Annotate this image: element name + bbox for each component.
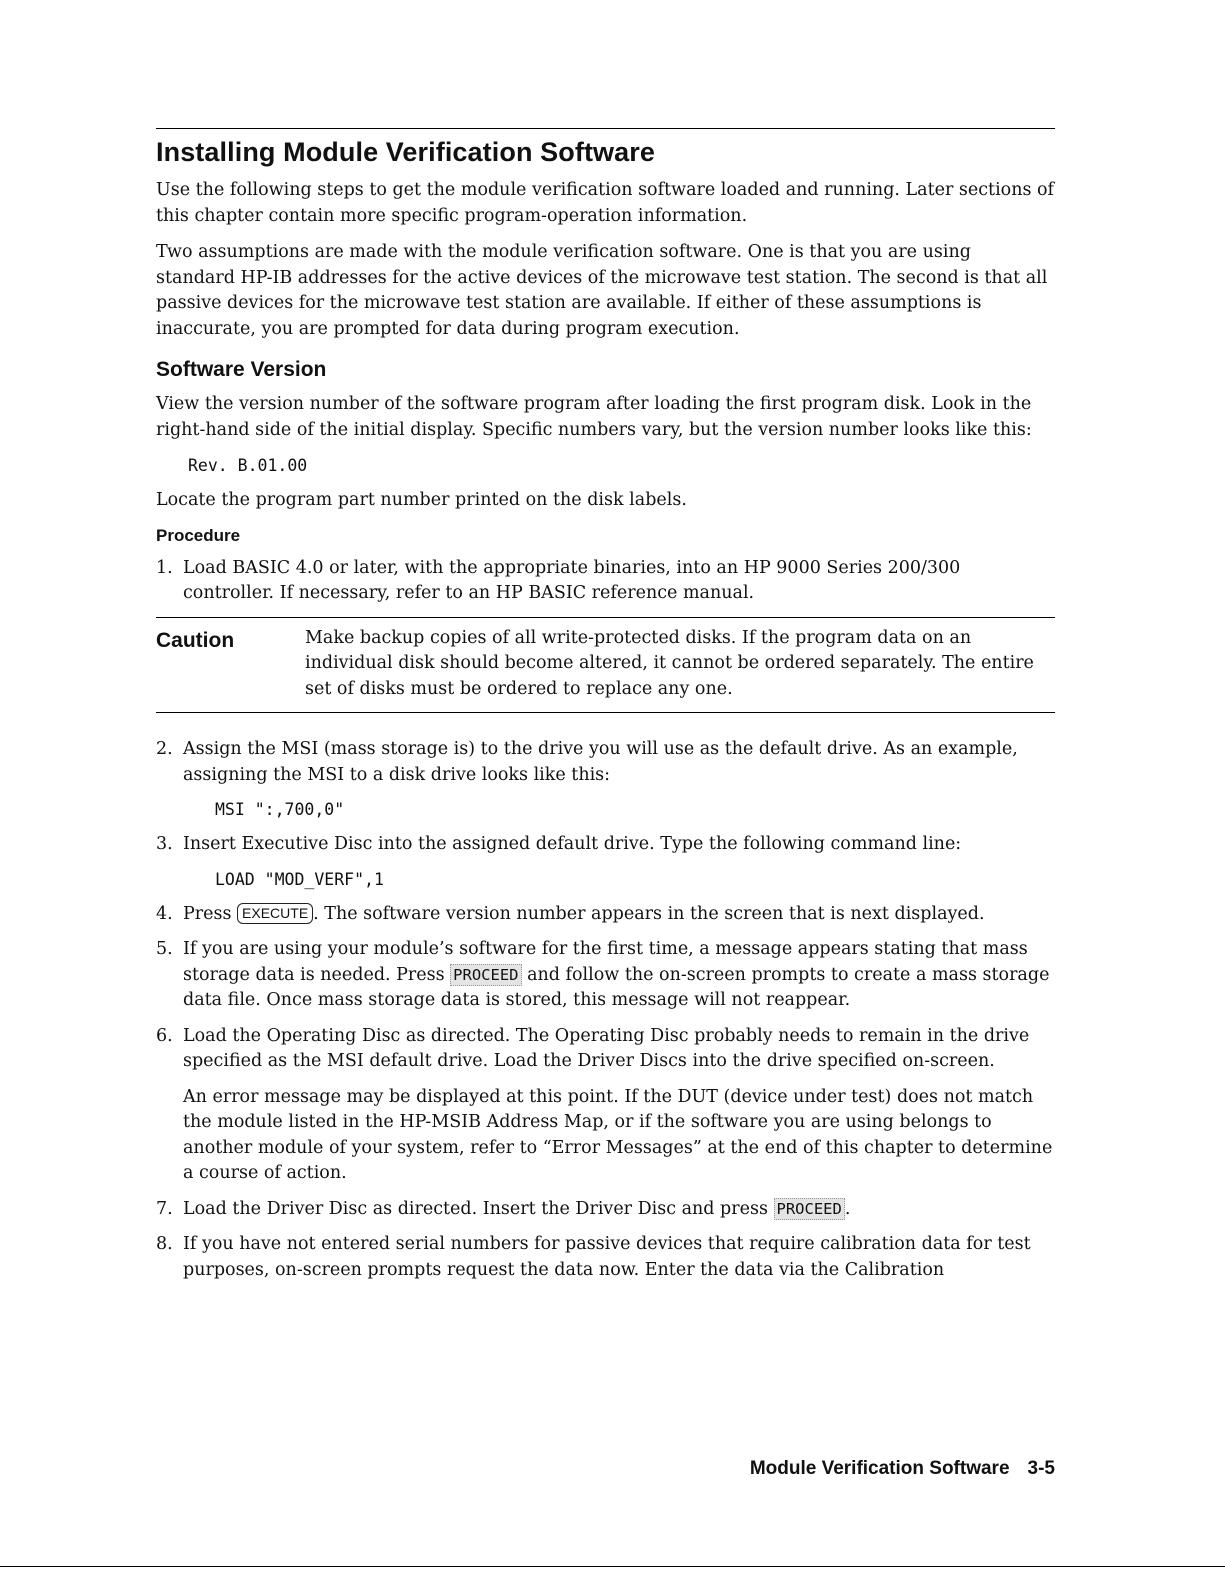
step-5 [156, 937, 1055, 1014]
step-number: 8. [156, 1234, 173, 1254]
step-text [183, 937, 1055, 1014]
step-number: 4. [156, 903, 173, 924]
step-number: 2. [156, 739, 173, 759]
step-4 [156, 902, 1055, 928]
step-1 [156, 556, 1055, 607]
step-text: Load BASIC 4.0 or later, with the appropriate binaries, into an HP 9000 Series 200/300 controller. If necessary, refer to an HP BASIC reference manual. [183, 557, 961, 603]
step-text-post: . The software version number appears in the screen that is next displayed. [313, 903, 985, 924]
caution-box [156, 617, 1055, 714]
step-text [183, 1197, 1055, 1223]
step-text: Insert Executive Disc into the assigned default drive. Type the following command line: [183, 834, 962, 854]
step-text: If you have not entered serial numbers for passive devices that require calibration data for test purposes, on-screen prompts request the data now. Enter the data via the Calibration [183, 1234, 1031, 1280]
msi-command-example: MSI ":,700,0" [215, 800, 345, 819]
step-number: 5. [156, 939, 173, 959]
software-version-heading: Software Version [156, 358, 327, 381]
caution-text: Make backup copies of all write-protected disks. If the program data on an individual disk should become altered, it cannot be ordered separately. The entire set of disks must be ordered to replace any one. [305, 627, 1034, 699]
step-text-pre: Press [183, 903, 238, 924]
step-8 [156, 1232, 1055, 1283]
step-3 [156, 832, 1055, 858]
step-number: 7. [156, 1198, 173, 1219]
step-number: 1. [156, 557, 173, 578]
software-version-text: View the version number of the software program after loading the first program disk. Look in the right-hand side of the initial display. Specific numbers vary, but the version number looks like this: [156, 394, 1032, 440]
procedure-heading: Procedure [156, 525, 241, 545]
intro-paragraph-1: Use the following steps to get the module verification software loaded and running. Later sections of this chapter contain more specific program-operation information. [156, 180, 1055, 226]
step-text-pre: Load the Driver Disc as directed. Insert the Driver Disc and press [183, 1198, 774, 1219]
step-number: 6. [156, 1025, 173, 1046]
step-2 [156, 737, 1055, 788]
step-note: An error message may be displayed at this point. If the DUT (device under test) does not match the module listed in the HP-MSIB Address Map, or if the software you are using belongs to another module of your system, refer to “Error Messages” at the end of this chapter to determine a course of action. [183, 1086, 1053, 1183]
page-title: Installing Module Verification Software [156, 137, 655, 167]
intro-paragraph-2: Two assumptions are made with the module verification software. One is that you are using standard HP-IB addresses for the active devices of the microwave test station. The second is that all passive devices for the microwave test station are available. If either of these assumptions is inaccurate, you are prompted for data during program execution. [156, 242, 1048, 339]
version-example: Rev. B.01.00 [188, 456, 308, 475]
step-text: Load the Operating Disc as directed. The Operating Disc probably needs to remain in the drive specified as the MSI default drive. Load the Driver Discs into the drive specified on-screen. [183, 1025, 1030, 1071]
caution-label: Caution [156, 628, 235, 652]
step-text-pre: If you are using your module’s software for the first time, a message appears stating that mass storage data is needed. Press [183, 939, 1028, 985]
step-7 [156, 1197, 1055, 1223]
footer-section-title: Module Verification Software [749, 1458, 1010, 1479]
step-text: Assign the MSI (mass storage is) to the drive you will use as the default drive. As an example, assigning the MSI to a disk drive looks like this: [183, 739, 1018, 785]
step-text [183, 902, 1055, 928]
page-number: 3-5 [1027, 1458, 1055, 1479]
page-content [156, 128, 1055, 1293]
step-number: 3. [156, 834, 173, 854]
step-6 [156, 1024, 1055, 1187]
top-rule [156, 128, 1055, 129]
page-footer [732, 1458, 1055, 1480]
execute-hardkey: EXECUTE [237, 903, 313, 924]
step-text-post: . [844, 1198, 851, 1219]
bottom-rule [0, 1566, 1225, 1567]
step-text-post: and follow the on-screen prompts to create a mass storage data file. Once mass storage data is stored, this message will not reappear. [183, 964, 1050, 1010]
locate-part-number-text: Locate the program part number printed on the disk labels. [156, 490, 687, 510]
proceed-softkey: PROCEED [774, 1198, 845, 1220]
proceed-softkey: PROCEED [450, 964, 521, 986]
load-command-example: LOAD "MOD_VERF",1 [215, 869, 384, 889]
